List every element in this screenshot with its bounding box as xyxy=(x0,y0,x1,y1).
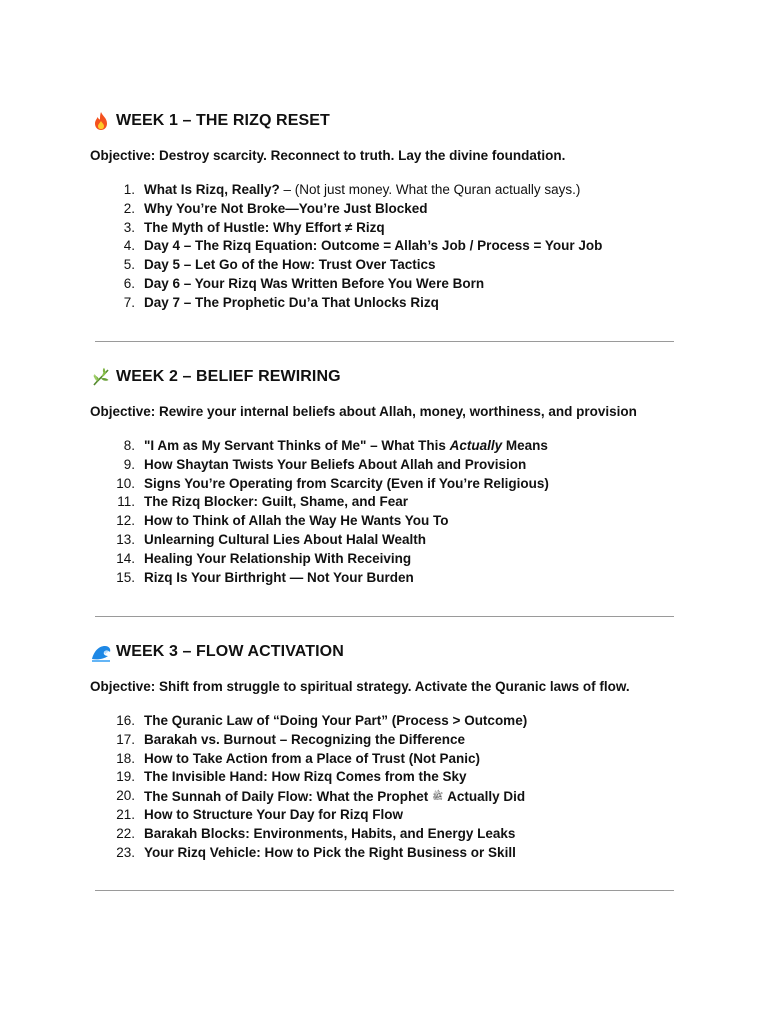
list-item xyxy=(90,531,690,550)
item-text: Day 5 – Let Go of the How: Trust Over Tactics xyxy=(144,257,436,273)
list-item xyxy=(90,806,690,825)
list-item xyxy=(90,512,690,531)
item-text: Signs You’re Operating from Scarcity (Even if You’re Religious) xyxy=(144,475,549,491)
list-item xyxy=(90,256,690,275)
list-item xyxy=(90,294,690,313)
week-1-section xyxy=(90,110,690,329)
fire-icon xyxy=(90,110,112,132)
item-text: The Myth of Hustle: Why Effort ≠ Rizq xyxy=(144,219,385,235)
item-text: Rizq Is Your Birthright — Not Your Burden xyxy=(144,569,414,585)
list-item xyxy=(90,569,690,588)
week-2-section xyxy=(90,366,690,603)
list-item xyxy=(90,456,690,475)
item-text: Barakah vs. Burnout – Recognizing the Difference xyxy=(144,731,466,747)
list-item xyxy=(90,550,690,569)
item-text: Unlearning Cultural Lies About Halal Wealth xyxy=(144,531,427,547)
week-title-text: WEEK 2 – BELIEF REWIRING xyxy=(116,368,341,385)
list-item xyxy=(90,712,690,731)
item-number: 5. xyxy=(123,257,135,273)
item-emphasis: Actually xyxy=(449,438,503,453)
item-number: 13. xyxy=(116,531,135,547)
item-text: Why You’re Not Broke—You’re Just Blocked xyxy=(144,200,428,216)
item-number: 19. xyxy=(116,769,135,785)
list-item xyxy=(90,181,690,200)
list-item xyxy=(90,437,690,456)
section-divider xyxy=(95,341,674,342)
item-number: 22. xyxy=(116,825,135,841)
section-divider xyxy=(95,890,674,891)
item-number: 4. xyxy=(123,238,135,254)
week-3-list xyxy=(90,712,690,862)
item-text: Day 4 – The Rizq Equation: Outcome = Allah’s Job / Process = Your Job xyxy=(144,238,603,254)
list-item xyxy=(90,750,690,769)
item-number: 20. xyxy=(116,788,135,804)
list-item xyxy=(90,275,690,294)
wave-icon xyxy=(90,641,112,663)
item-text: The Quranic Law of “Doing Your Part” (Process > Outcome) xyxy=(144,713,528,728)
item-number: 12. xyxy=(116,513,135,529)
item-number: 2. xyxy=(123,200,135,216)
week-3-title xyxy=(90,641,690,663)
week-3-section xyxy=(90,641,690,878)
week-2-title xyxy=(90,366,690,388)
item-number: 21. xyxy=(116,806,135,822)
list-item xyxy=(90,844,690,863)
item-number: 16. xyxy=(116,713,135,728)
list-item xyxy=(90,475,690,494)
week-1-list xyxy=(90,181,690,313)
item-text: Your Rizq Vehicle: How to Pick the Right Business or Skill xyxy=(144,844,516,860)
item-note: – (Not just money. What the Quran actually says.) xyxy=(279,182,581,197)
item-number: 9. xyxy=(123,456,135,472)
item-text: How Shaytan Twists Your Beliefs About Allah and Provision xyxy=(144,456,527,472)
item-text: The Invisible Hand: How Rizq Comes from the Sky xyxy=(144,769,467,785)
item-number: 15. xyxy=(116,569,135,585)
week-2-objective: Objective: Rewire your internal beliefs about Allah, money, worthiness, and provision xyxy=(90,404,637,419)
item-text-after: Actually Did xyxy=(447,789,526,805)
list-item xyxy=(90,219,690,238)
item-text-after: Means xyxy=(502,438,548,453)
item-text: What Is Rizq, Really? xyxy=(144,182,280,197)
salawat-glyph: ﷺ xyxy=(432,791,444,802)
item-number: 8. xyxy=(123,438,135,453)
week-1-objective: Objective: Destroy scarcity. Reconnect to truth. Lay the divine foundation. xyxy=(90,148,566,163)
list-item xyxy=(90,237,690,256)
item-text: How to Take Action from a Place of Trust (Not Panic) xyxy=(144,750,481,766)
item-number: 17. xyxy=(116,731,135,747)
item-number: 14. xyxy=(116,550,135,566)
section-divider xyxy=(95,616,674,617)
week-1-title xyxy=(90,110,690,132)
item-text: "I Am as My Servant Thinks of Me" – What This xyxy=(144,438,450,453)
week-title-text: WEEK 1 – THE RIZQ RESET xyxy=(116,112,330,129)
item-text: How to Structure Your Day for Rizq Flow xyxy=(144,806,404,822)
list-item xyxy=(90,825,690,844)
item-text: How to Think of Allah the Way He Wants You To xyxy=(144,513,449,529)
item-text: Day 7 – The Prophetic Du’a That Unlocks Rizq xyxy=(144,294,439,310)
item-number: 18. xyxy=(116,750,135,766)
item-text: The Sunnah of Daily Flow: What the Prophet xyxy=(144,789,429,805)
week-2-list xyxy=(90,437,690,587)
week-3-objective: Objective: Shift from struggle to spiritual strategy. Activate the Quranic laws of flow. xyxy=(90,679,630,694)
item-number: 7. xyxy=(123,294,135,310)
list-item xyxy=(90,200,690,219)
item-number: 1. xyxy=(123,182,135,197)
list-item xyxy=(90,768,690,787)
item-number: 11. xyxy=(117,494,135,510)
item-text: The Rizq Blocker: Guilt, Shame, and Fear xyxy=(144,494,409,510)
herb-icon xyxy=(90,366,112,388)
list-item xyxy=(90,787,690,806)
item-number: 23. xyxy=(116,844,135,860)
list-item xyxy=(90,731,690,750)
list-item xyxy=(90,493,690,512)
item-number: 10. xyxy=(116,475,135,491)
item-number: 6. xyxy=(123,275,135,291)
item-text: Healing Your Relationship With Receiving xyxy=(144,550,412,566)
item-text: Barakah Blocks: Environments, Habits, and Energy Leaks xyxy=(144,825,516,841)
item-text: Day 6 – Your Rizq Was Written Before You Were Born xyxy=(144,275,485,291)
week-title-text: WEEK 3 – FLOW ACTIVATION xyxy=(116,643,344,660)
item-number: 3. xyxy=(123,219,135,235)
